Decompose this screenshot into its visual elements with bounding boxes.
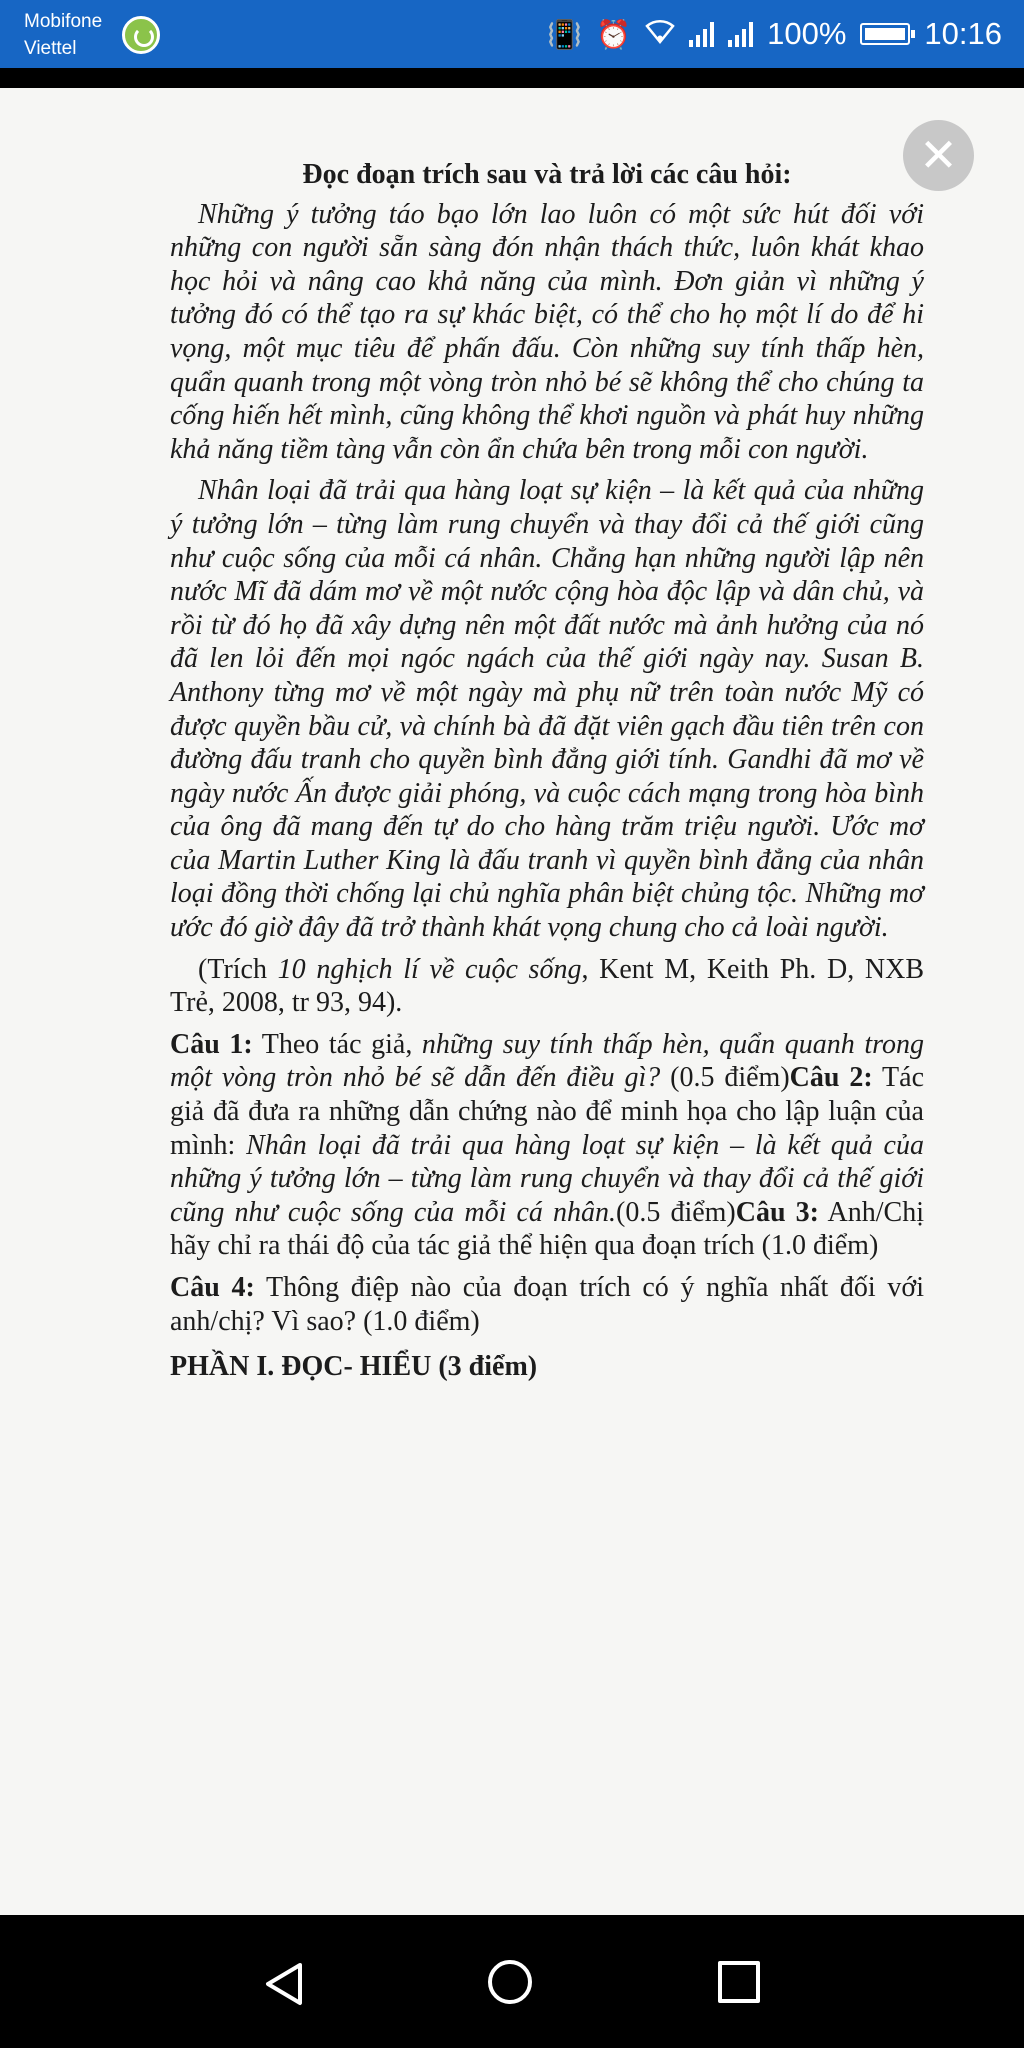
- section-heading: PHẦN I. ĐỌC- HIỂU (3 điểm): [170, 1351, 538, 1383]
- signal-1-icon: [689, 21, 714, 47]
- q2-label: Câu 2:: [789, 1062, 873, 1094]
- document-viewer[interactable]: [0, 88, 1024, 1915]
- question-4: [170, 1271, 924, 1338]
- q2-text: Tác giả đã đưa ra những dẫn chứng nào để minh họa cho lập luận của mình:: [170, 1062, 924, 1161]
- battery-icon: [860, 23, 910, 45]
- carrier-2: Viettel: [24, 38, 77, 59]
- citation-prefix: (Trích: [198, 953, 278, 985]
- carrier-logo-icon: [122, 16, 160, 54]
- back-icon[interactable]: [262, 1961, 306, 2007]
- citation-book: 10 nghịch lí về cuộc sống: [277, 953, 582, 985]
- alarm-icon: ⏰: [596, 18, 632, 50]
- signal-2-icon: [728, 21, 753, 47]
- citation: [170, 953, 924, 1020]
- citation-rest: , Kent M, Keith Ph. D, NXB Trẻ, 2008, tr 93, 94).: [170, 953, 925, 1019]
- close-button[interactable]: ✕: [903, 120, 974, 191]
- q1-label: Câu 1:: [170, 1028, 253, 1060]
- q1-text: Theo tác giả,: [252, 1028, 422, 1060]
- q1-quote: những suy tính thấp hèn, quẩn quanh trong một vòng tròn nhỏ bé sẽ dẫn đến điều gì?: [170, 1028, 924, 1094]
- q4-text: Thông điệp nào của đoạn trích có ý nghĩa nhất đối với anh/chị? Vì sao? (1.0 điểm): [170, 1272, 924, 1337]
- questions-block: [170, 1028, 924, 1263]
- home-icon[interactable]: [488, 1960, 532, 2004]
- q2-points: (0.5 điểm): [616, 1196, 736, 1228]
- q3-text: Anh/Chị hãy chỉ ra thái độ của tác giả thể hiện qua đoạn trích (1.0 điểm): [170, 1196, 924, 1262]
- document-heading: Đọc đoạn trích sau và trả lời các câu hỏi:: [302, 159, 792, 190]
- paragraph-1: Những ý tưởng táo bạo lớn lao luôn có một sức hút đối với những con người sẵn sàng đón nhận thách thức, luôn khát khao học hỏi và nâng cao khả năng của mình. Đơn giản vì những ý tưởng đó có thể tạo ra sự khác biệt, có thể cho họ một lí do để hi vọng, một mục tiêu để phấn đấu. Còn những suy tính thấp hèn, quẩn quanh trong một vòng tròn nhỏ bé sẽ không thể cho chúng ta cống hiến hết mình, cũng không thể khơi nguồn và phát huy những khả năng tiềm tàng vẫn còn ẩn chứa bên trong mỗi con người.: [170, 198, 924, 465]
- clock: 10:16: [924, 16, 1002, 51]
- q2-quote: Nhân loại đã trải qua hàng loạt sự kiện – là kết quả của những ý tưởng lớn – từng làm rung chuyển và thay đổi cả thế giới cũng như cuộc sống của mỗi cá nhân.: [170, 1129, 924, 1228]
- carrier-names: [24, 8, 102, 62]
- recent-apps-icon[interactable]: [718, 1961, 760, 2003]
- q4-label: Câu 4:: [170, 1272, 255, 1303]
- battery-percent: 100%: [767, 16, 847, 51]
- document-content: [170, 158, 924, 1384]
- paragraph-2: Nhân loại đã trải qua hàng loạt sự kiện – là kết quả của những ý tưởng lớn – từng làm rung chuyển và thay đổi cả thế giới cũng như cuộc sống của mỗi cá nhân. Chẳng hạn những người lập nên nước Mĩ đã dám mơ về một nước cộng hòa độc lập và dân chủ, và rồi từ đó họ đã xây dựng nên một đất nước mà ảnh hưởng của nó đã len lỏi đến mọi ngóc ngách của thế giới ngày nay. Susan B. Anthony từng mơ về một ngày mà phụ nữ trên toàn nước Mỹ có được quyền bầu cử, và chính bà đã đặt viên gạch đầu tiên trên con đường đấu tranh cho quyền bình đẳng giới tính. Gandhi đã mơ về ngày nước Ấn được giải phóng, và cuộc cách mạng trong hòa bình của ông đã mang đến tự do cho hàng trăm triệu người. Ước mơ của Martin Luther King là đấu tranh vì quyền bình đẳng của nhân loại đồng thời chống lại chủ nghĩa phân biệt chủng tộc. Những mơ ước đó giờ đây đã trở thành khát vọng chung cho cả loài người.: [170, 475, 924, 944]
- status-bar: [0, 0, 1024, 68]
- vibrate-icon: 📳: [547, 18, 583, 50]
- wifi-icon: [645, 18, 675, 51]
- q3-label: Câu 3:: [735, 1196, 819, 1228]
- carrier-1: Mobifone: [24, 11, 103, 32]
- status-icons: [547, 12, 1002, 56]
- q1-points: (0.5 điểm): [660, 1062, 790, 1094]
- navigation-bar: [0, 1915, 1024, 2048]
